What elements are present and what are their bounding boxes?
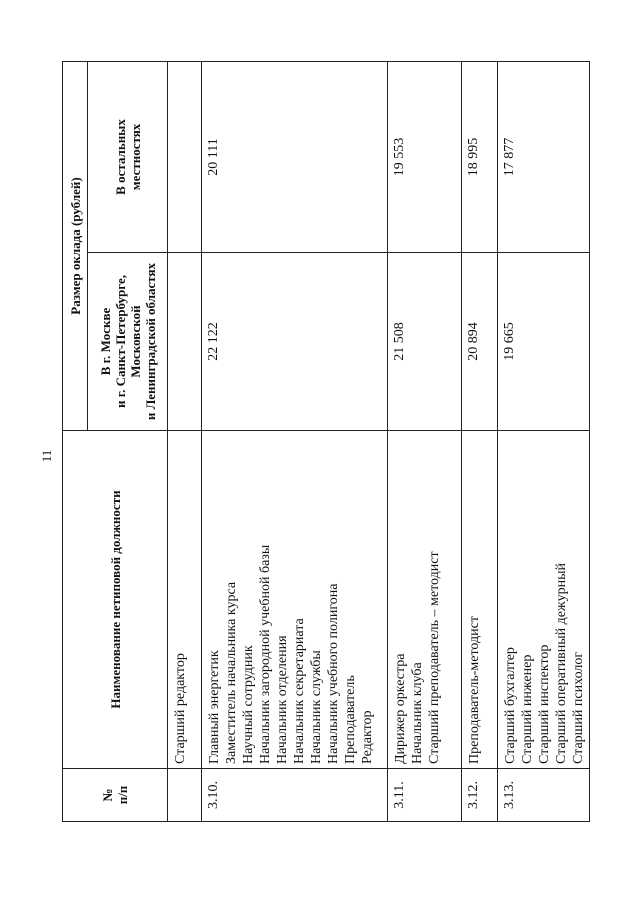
page-number: 11 (39, 449, 54, 463)
header-number-line2: п/п (115, 785, 130, 805)
header-row (63, 61, 88, 821)
position-name: Начальник службы (309, 650, 324, 764)
position-name: Дирижер оркестра (393, 653, 408, 764)
position-name: Старший бухгалтер (503, 647, 518, 764)
position-name: Начальник клуба (410, 662, 425, 764)
row-salary-other: 18 995 (462, 61, 498, 252)
header-moscow (88, 253, 168, 431)
header-moscow-line: и Ленинградской областях (142, 262, 158, 421)
position-name: Старший оперативный дежурный (554, 563, 569, 764)
row-salary-other (168, 61, 202, 252)
row-number: 3.11. (388, 769, 462, 822)
header-other (88, 61, 168, 252)
header-other-line: местностях (127, 123, 143, 191)
row-salary-other: 17 877 (498, 61, 590, 252)
row-salary-moscow: 22 122 (202, 253, 388, 431)
position-name: Старший преподаватель – методист (427, 551, 442, 764)
row-number: 3.12. (462, 769, 498, 822)
row-positions (498, 431, 590, 769)
salary-table (62, 61, 590, 822)
row-salary-moscow: 19 665 (498, 253, 590, 431)
table-row (168, 61, 202, 821)
row-salary-moscow: 20 894 (462, 253, 498, 431)
row-number: 3.10. (202, 769, 388, 822)
table-row (202, 61, 388, 821)
row-salary-other: 20 111 (202, 61, 388, 252)
position-name: Преподаватель (343, 675, 358, 764)
position-name: Старший психолог (571, 651, 586, 764)
table-row (462, 61, 498, 821)
header-moscow-line: и г. Санкт-Петербурге, (112, 275, 128, 409)
row-positions (202, 431, 388, 769)
header-other-line: В остальных (112, 119, 128, 195)
position-name: Начальник учебного полигона (326, 583, 341, 764)
row-positions (388, 431, 462, 769)
position-name: Старший инспектор (537, 644, 552, 764)
row-positions (462, 431, 498, 769)
header-position-name: Наименование нетиповой должности (63, 431, 168, 769)
position-name: Старший инженер (520, 654, 535, 764)
row-positions (168, 431, 202, 769)
position-name: Редактор (360, 710, 375, 764)
position-name: Главный энергетик (207, 650, 222, 764)
position-name: Начальник секретариата (292, 618, 307, 764)
header-moscow-line: В г. Москве (97, 307, 113, 376)
header-number (63, 769, 168, 822)
position-name: Старший редактор (173, 653, 188, 764)
position-name: Научный сотрудник (241, 645, 256, 764)
position-name: Заместитель начальника курса (224, 581, 239, 764)
row-salary-other: 19 553 (388, 61, 462, 252)
header-moscow-line: Московской (127, 305, 143, 378)
position-name: Преподаватель-методист (467, 616, 482, 764)
row-salary-moscow: 21 508 (388, 253, 462, 431)
table-row (388, 61, 462, 821)
rotated-table-wrapper (62, 62, 586, 822)
header-salary-group: Размер оклада (рублей) (63, 61, 88, 430)
header-number-line1: № (100, 788, 115, 802)
position-name: Начальник загородной учебной базы (258, 544, 273, 764)
row-number: 3.13. (498, 769, 590, 822)
row-salary-moscow (168, 253, 202, 431)
table-row (498, 61, 590, 821)
row-number (168, 769, 202, 822)
position-name: Начальник отделения (275, 635, 290, 764)
